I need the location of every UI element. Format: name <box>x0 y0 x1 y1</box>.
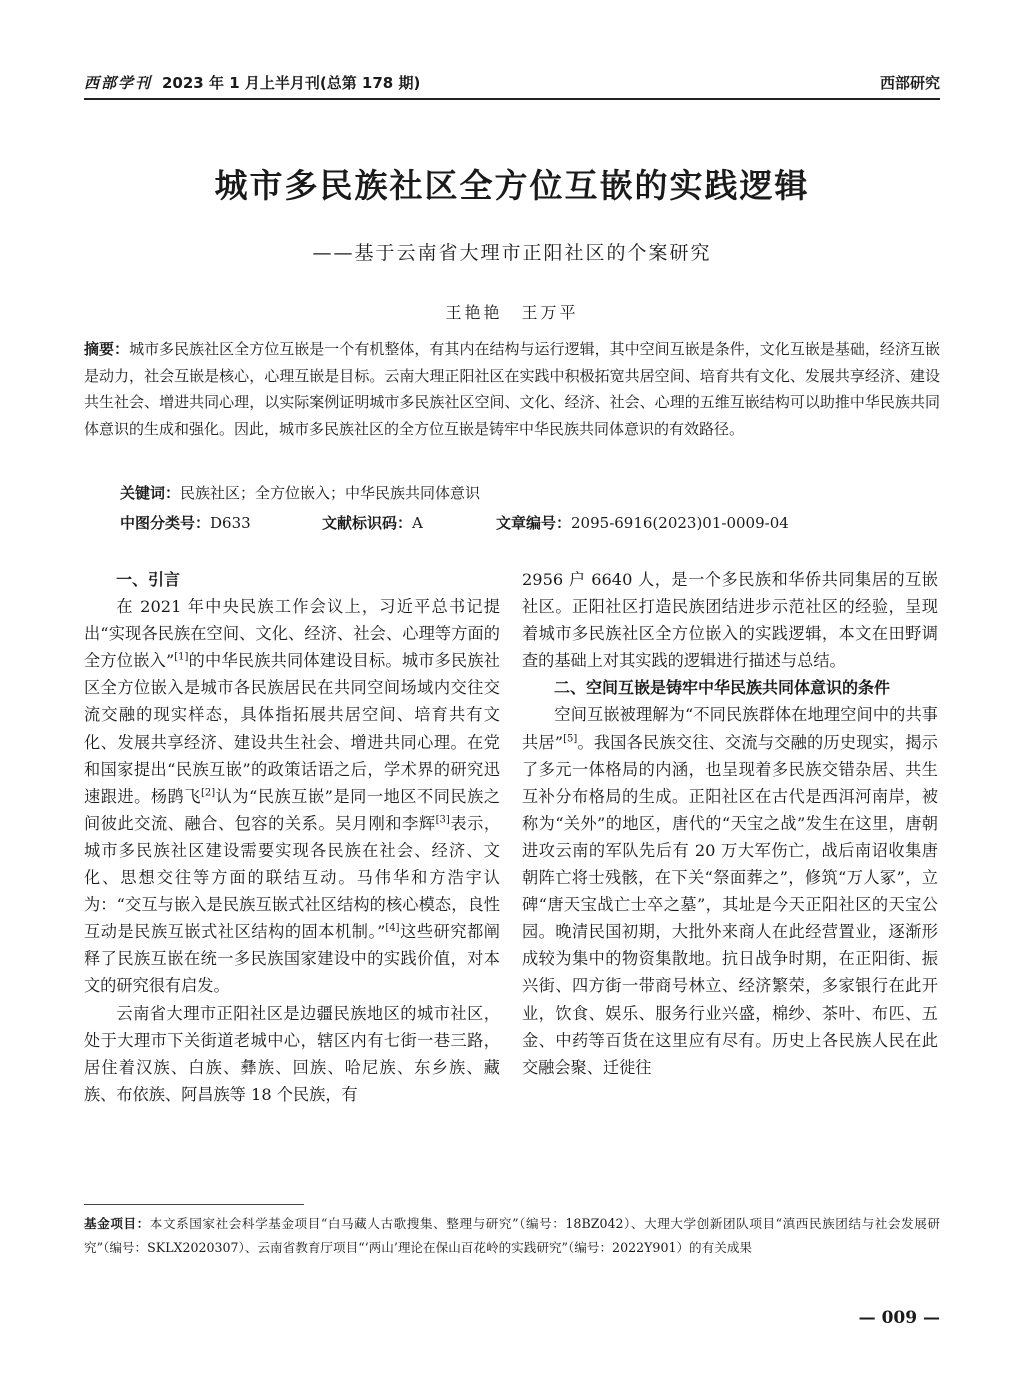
paper-title: 城市多民族社区全方位互嵌的实践逻辑 <box>214 166 810 205</box>
citation-2: [2] <box>200 787 216 799</box>
funding-footnote <box>84 1212 940 1260</box>
abstract-label: 摘要： <box>84 340 130 358</box>
clc-label: 中图分类号： <box>120 514 211 532</box>
citation-1: [1] <box>174 651 189 663</box>
section-heading-introduction: 一、引言 <box>116 570 181 589</box>
intro-paragraph-1: 在 2021 年中央民族工作会议上，习近平总书记提出“实现各民族在空间、文化、经济、社会、心理等方面的全方位嵌入”[1]的中华民族共同体建设目标。城市多民族社区全方位嵌入是城市各民族居民在共同空间场域内交往交流交融的现实样态，具体指拓展共居空间、培育共有文化、发展共享经济、建设共生社会、增进共同心理。在党和国家提出“民族互嵌”的政策话语之后，学术界的研究迅速跟进。杨鹍飞[2]认为“民族互嵌”是同一地区不同民族之间彼此交流、融合、包容的关系。吴月刚和李辉[3]表示，城市多民族社区建设需要实现各民族在社会、经济、文化、思想交往等方面的联结互动。马伟华和方浩宇认为：“交互与嵌入是民族互嵌式社区结构的核心模态，良性互动是民族互嵌式社区结构的固本机制。”[4]这些研究都阐释了民族互嵌在统一多民族国家建设中的实践价值，对本文的研究很有启发。 <box>84 597 501 996</box>
paper-subtitle: ——基于云南省大理市正阳社区的个案研究 <box>312 242 712 264</box>
article-number-label: 文章编号： <box>496 514 572 532</box>
right-column <box>522 566 938 1081</box>
intro-paragraph-2: 云南省大理市正阳社区是边疆民族地区的城市社区，处于大理市下关街道老城中心，辖区内有七街一巷三路，居住着汉族、白族、彝族、回族、哈尼族、东乡族、藏族、布依族、阿昌族等 18 个民族，有 <box>84 1003 500 1104</box>
running-header <box>84 72 940 98</box>
keywords <box>120 482 480 503</box>
citation-5: [5] <box>563 733 578 745</box>
journal-logo: 西部学刊 <box>84 74 153 92</box>
citation-3: [3] <box>435 814 450 826</box>
article-number-value: 2095-6916(2023)01-0009-04 <box>571 514 789 532</box>
section-name: 西部研究 <box>879 74 940 92</box>
abstract <box>84 336 940 442</box>
document-code-label: 文献标识码： <box>322 514 413 532</box>
citation-4: [4] <box>385 922 400 934</box>
section-heading-spatial: 二、空间互嵌是铸牢中华民族共同体意识的条件 <box>554 678 891 698</box>
article-number <box>496 512 789 533</box>
footnote-label: 基金项目： <box>84 1216 150 1231</box>
left-column <box>84 566 500 1108</box>
header-rule <box>84 98 940 100</box>
footnote-rule <box>84 1204 304 1205</box>
keywords-label: 关键词： <box>120 484 181 502</box>
clc-number <box>120 512 251 533</box>
page-number: — 009 — <box>858 1308 940 1328</box>
authors: 王艳艳 王万平 <box>445 303 579 322</box>
clc-value: D633 <box>210 514 251 532</box>
issue-info: 2023 年 1 月上半月刊(总第 178 期) <box>162 74 421 92</box>
document-code <box>322 512 423 533</box>
intro-paragraph-2-continued: 2956 户 6640 人，是一个多民族和华侨共同集居的互嵌社区。正阳社区打造民族团结进步示范社区的经验，呈现着城市多民族社区全方位嵌入的实践逻辑，本文在田野调查的基础上对其实践的逻辑进行描述与总结。 <box>522 570 938 671</box>
abstract-text: 城市多民族社区全方位互嵌是一个有机整体，有其内在结构与运行逻辑，其中空间互嵌是条件，文化互嵌是基础，经济互嵌是动力，社会互嵌是核心，心理互嵌是目标。云南大理正阳社区在实践中积极拓宽共居空间、培育共有文化、发展共享经济、建设共生社会、增进共同心理，以实际案例证明城市多民族社区空间、文化、经济、社会、心理的五维互嵌结构可以助推中华民族共同体意识的生成和强化。因此，城市多民族社区的全方位互嵌是铸牢中华民族共同体意识的有效路径。 <box>84 340 940 438</box>
document-code-value: A <box>412 514 423 532</box>
footnote-text: 本文系国家社会科学基金项目“白马藏人古歌搜集、整理与研究”（编号：18BZ042）、大理大学创新团队项目“滇西民族团结与社会发展研究”（编号：SKLX2020307）、云南省教育厅项目“‘两山’理论在保山百花岭的实践研究”（编号：2022Y901）的有关成果 <box>84 1216 940 1255</box>
keywords-text: 民族社区；全方位嵌入；中华民族共同体意识 <box>180 484 481 502</box>
spatial-paragraph: 空间互嵌被理解为“不同民族群体在地理空间中的共事共居”[5]。我国各民族交往、交流与交融的历史现实，揭示了多元一体格局的内涵，也呈现着多民族交错杂居、共生互补分布格局的生成。正阳社区在古代是西洱河南岸，被称为“关外”的地区，唐代的“天宝之战”发生在这里，唐朝进攻云南的军队先后有 20 万大军伤亡，战后南诏收集唐朝阵亡将士残骸，在下关“祭面葬之”，修筑“万人冢”，立碑“唐天宝战亡士卒之墓”，其址是今天正阳社区的天宝公园。晚清民国初期，大批外来商人在此经营置业，逐渐形成较为集中的物资集散地。抗日战争时期，在正阳街、振兴街、四方街一带商号林立、经济繁荣，多家银行在此开业，饮食、娱乐、服务行业兴盛，棉纱、茶叶、布匹、五金、中药等百货在这里应有尽有。历史上各民族人民在此交融会聚、迁徙往 <box>522 705 938 1077</box>
